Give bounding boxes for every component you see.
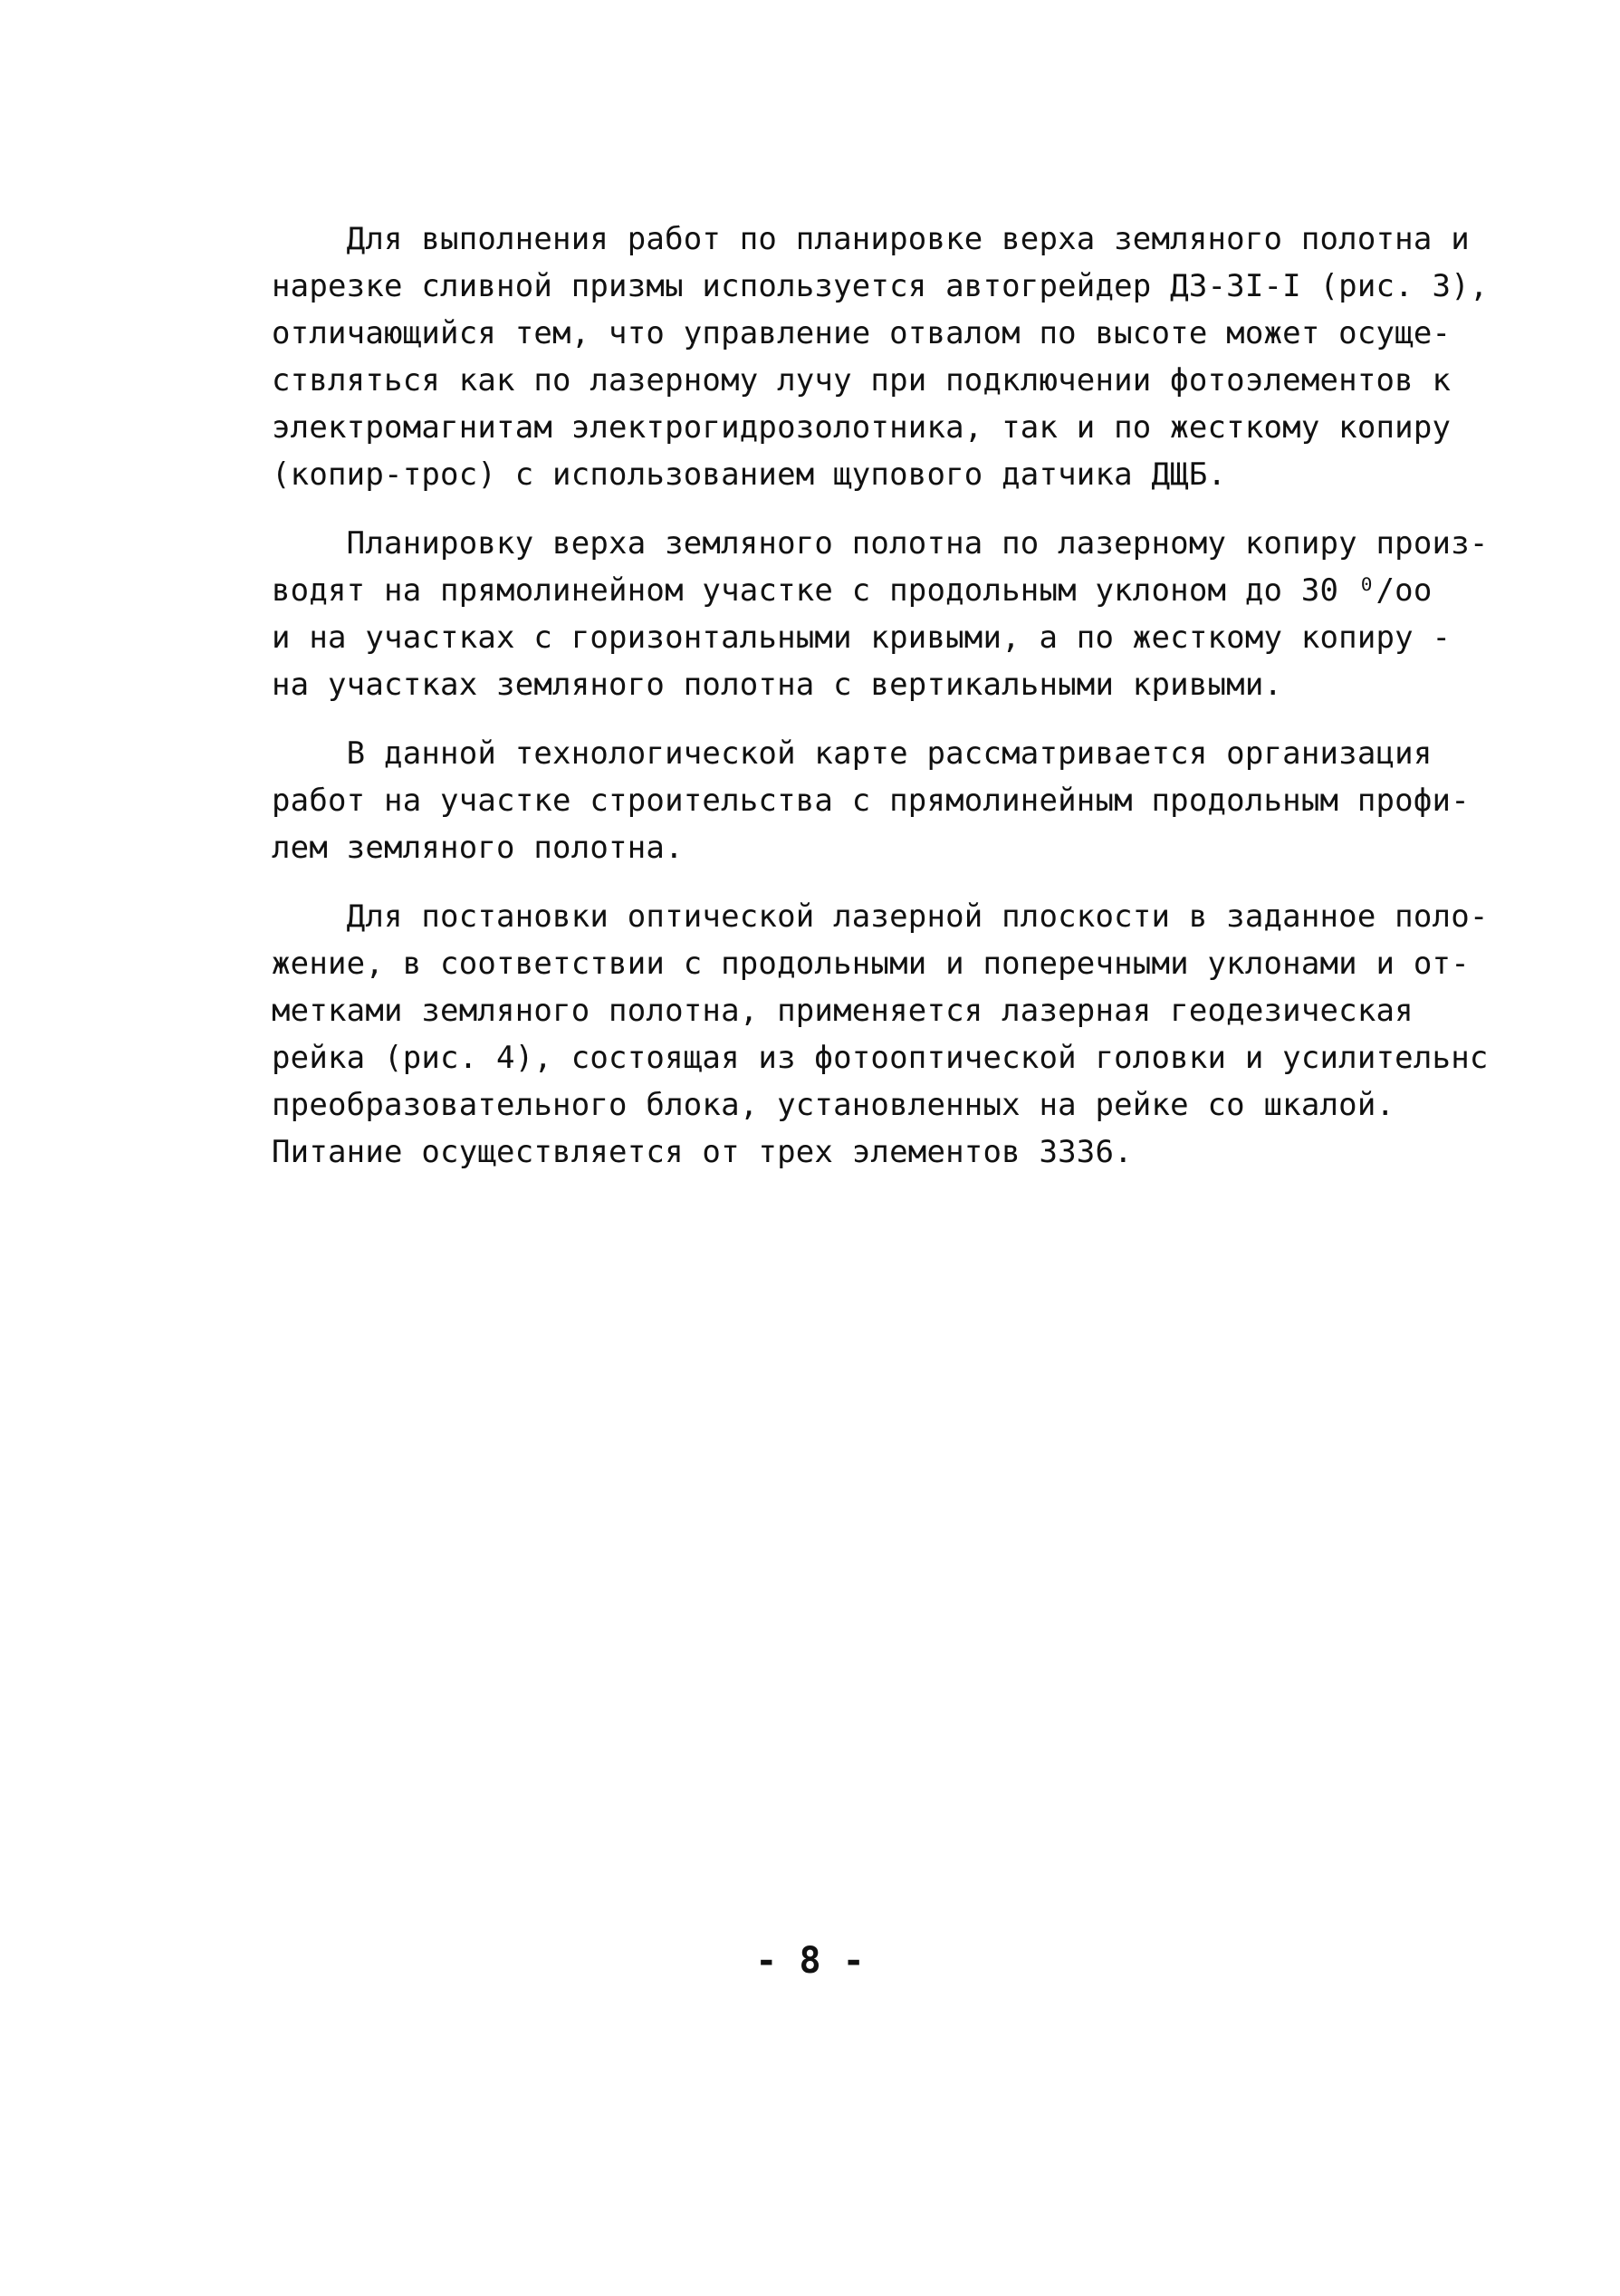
body-text	[272, 216, 1489, 1197]
text-line: Планировку верха земляного полотна по лазерному копиру произ-	[272, 525, 1489, 562]
text-line: метками земляного полотна, применяется лазерная геодезическая	[272, 993, 1414, 1029]
text-line: лем земляного полотна.	[272, 830, 684, 866]
text-line: В данной технологической карте рассматривается организация	[272, 735, 1433, 772]
paragraph-grader	[272, 216, 1489, 498]
text-line: ствляться как по лазерному лучу при подключении фотоэлементов к	[272, 362, 1452, 399]
text-line: водят на прямолинейном участке с продольным уклоном до 30 ⁰/оо	[272, 572, 1433, 609]
text-line: рейка (рис. 4), состоящая из фотооптической головки и усилительнс	[272, 1040, 1489, 1076]
text-line: жение, в соответствии с продольными и поперечными уклонами и от-	[272, 946, 1470, 982]
text-line: (копир-трос) с использованием щупового датчика ДЩБ.	[272, 456, 1227, 493]
text-line: Питание осуществляется от трех элементов 3336.	[272, 1134, 1133, 1170]
text-line: и на участках с горизонтальными кривыми, а по жесткому копиру -	[272, 620, 1452, 656]
text-line: на участках земляного полотна с вертикальными кривыми.	[272, 667, 1283, 703]
text-line: Для постановки оптической лазерной плоскости в заданное поло-	[272, 898, 1489, 935]
page-number: - 8 -	[755, 1940, 865, 1982]
text-line: Для выполнения работ по планировке верха земляного полотна и	[272, 221, 1470, 257]
text-line: работ на участке строительства с прямолинейным продольным профи-	[272, 783, 1470, 819]
text-line: отличающийся тем, что управление отвалом по высоте может осуще-	[272, 315, 1452, 351]
text-line: преобразовательного блока, установленных на рейке со шкалой.	[272, 1087, 1395, 1123]
paragraph-tech-card	[272, 730, 1476, 871]
text-line: электромагнитам электрогидрозолотника, так и по жесткому копиру	[272, 409, 1452, 446]
paragraph-laser-rod	[272, 893, 1489, 1176]
paragraph-laser-copy-planning	[272, 520, 1489, 708]
text-line: нарезке сливной призмы используется автогрейдер ДЗ-3I-I (рис. 3),	[272, 268, 1489, 304]
